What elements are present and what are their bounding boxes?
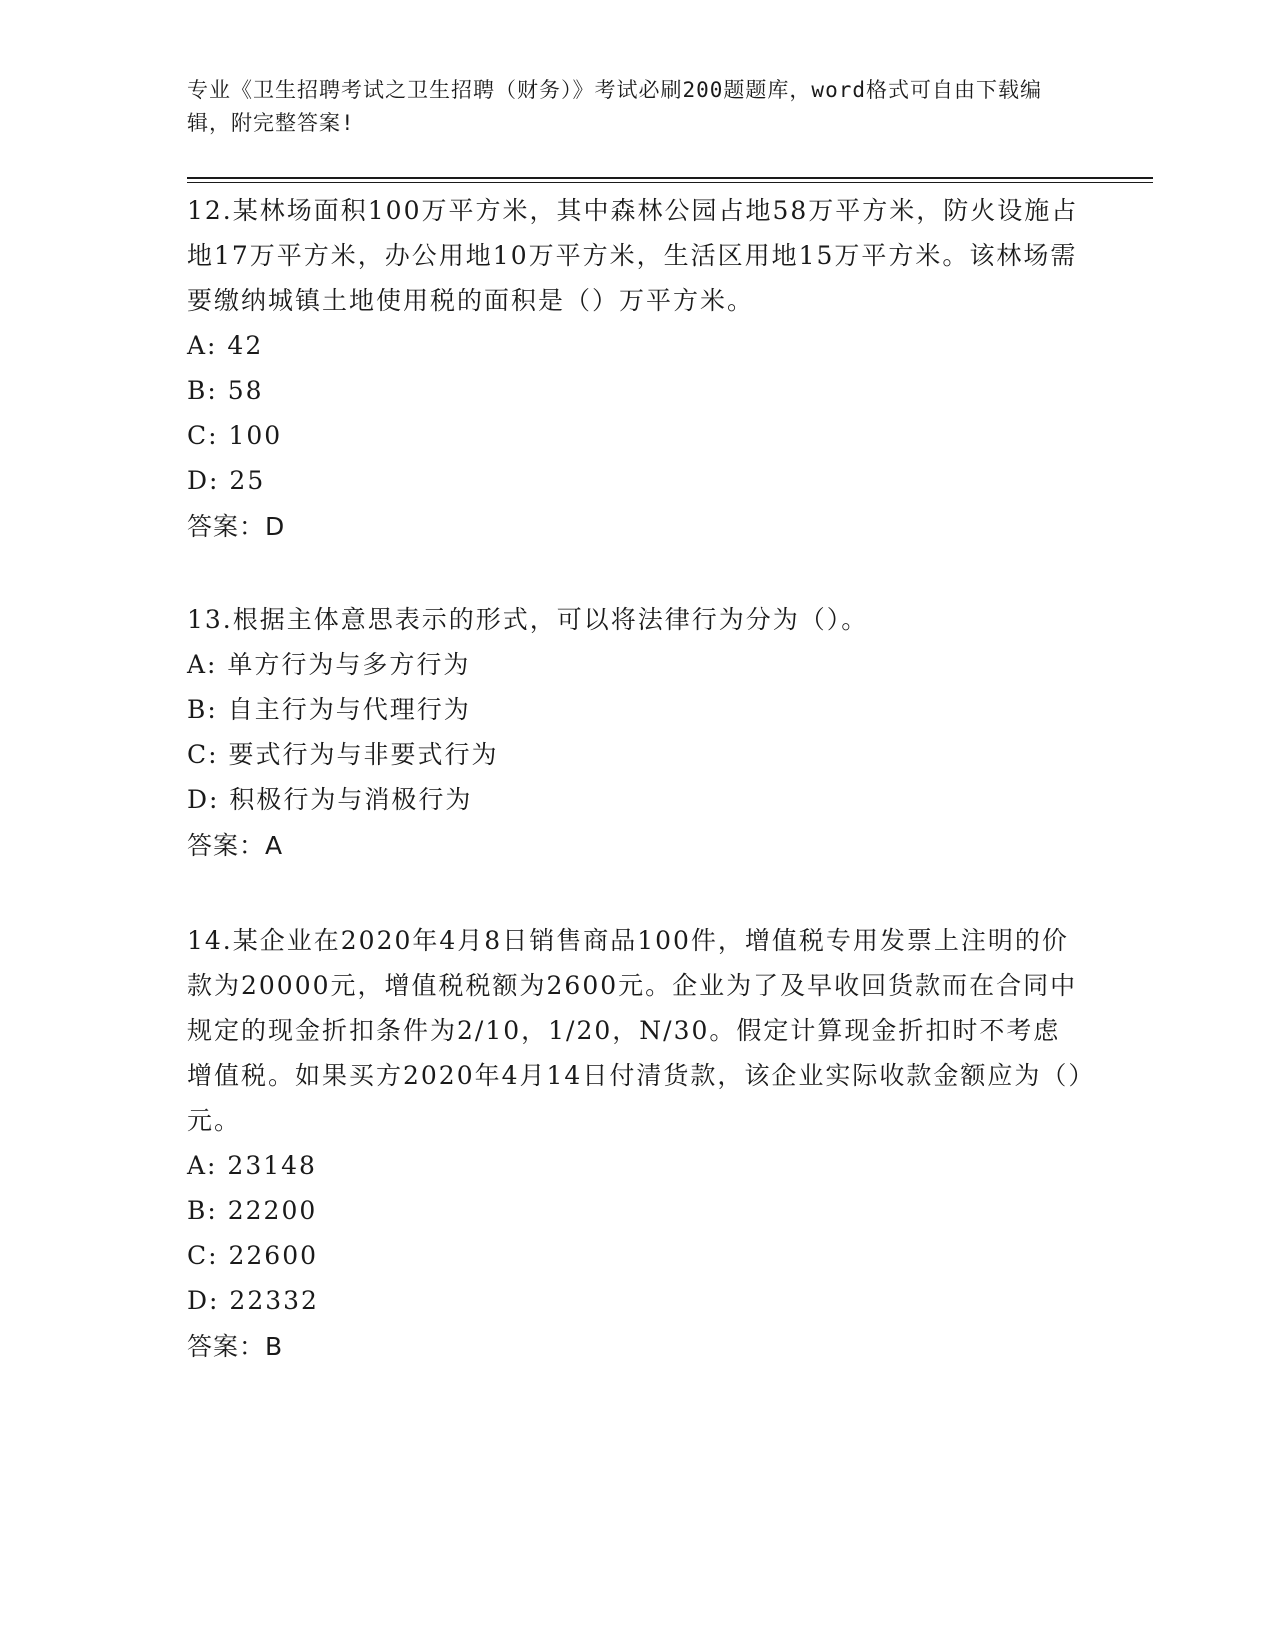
option-d: D: 25 — [187, 466, 266, 495]
option-a: A: 42 — [187, 331, 264, 360]
option-b: B: 58 — [187, 376, 264, 405]
question-block — [187, 597, 1087, 870]
header-divider — [187, 177, 1153, 179]
option-c: C: 22600 — [187, 1241, 319, 1270]
question-stem: 12.某林场面积100万平方米，其中森林公园占地58万平方米，防火设施占地17万平方米，办公用地10万平方米，生活区用地15万平方米。该林场需要缴纳城镇土地使用税的面积是（）万平方米。 — [187, 196, 1079, 315]
answer: 答案：D — [187, 512, 286, 541]
question-stem: 14.某企业在2020年4月8日销售商品100件，增值税专用发票上注明的价款为20000元，增值税税额为2600元。企业为了及早收回货款而在合同中规定的现金折扣条件为2/10，1/20，N/30。假定计算现金折扣时不考虑增值税。如果买方2020年4月14日付清货款，该企业实际收款金额应为（）元。 — [187, 926, 1083, 1135]
option-a: A: 23148 — [187, 1151, 317, 1180]
option-c: C: 要式行为与非要式行为 — [187, 740, 499, 769]
question-stem: 13.根据主体意思表示的形式，可以将法律行为分为（）。 — [187, 605, 869, 634]
option-c: C: 100 — [187, 421, 283, 450]
document-header: 专业《卫生招聘考试之卫生招聘（财务）》考试必刷200题题库，word格式可自由下载编辑，附完整答案! — [187, 78, 1042, 135]
answer: 答案：A — [187, 831, 284, 860]
header-divider-thin — [187, 182, 1153, 183]
question-block — [187, 918, 1087, 1371]
option-a: A: 单方行为与多方行为 — [187, 650, 471, 679]
option-b: B: 自主行为与代理行为 — [187, 695, 471, 724]
answer: 答案：B — [187, 1332, 284, 1361]
option-d: D: 积极行为与消极行为 — [187, 785, 473, 814]
question-block — [187, 188, 1087, 551]
option-d: D: 22332 — [187, 1286, 319, 1315]
option-b: B: 22200 — [187, 1196, 318, 1225]
